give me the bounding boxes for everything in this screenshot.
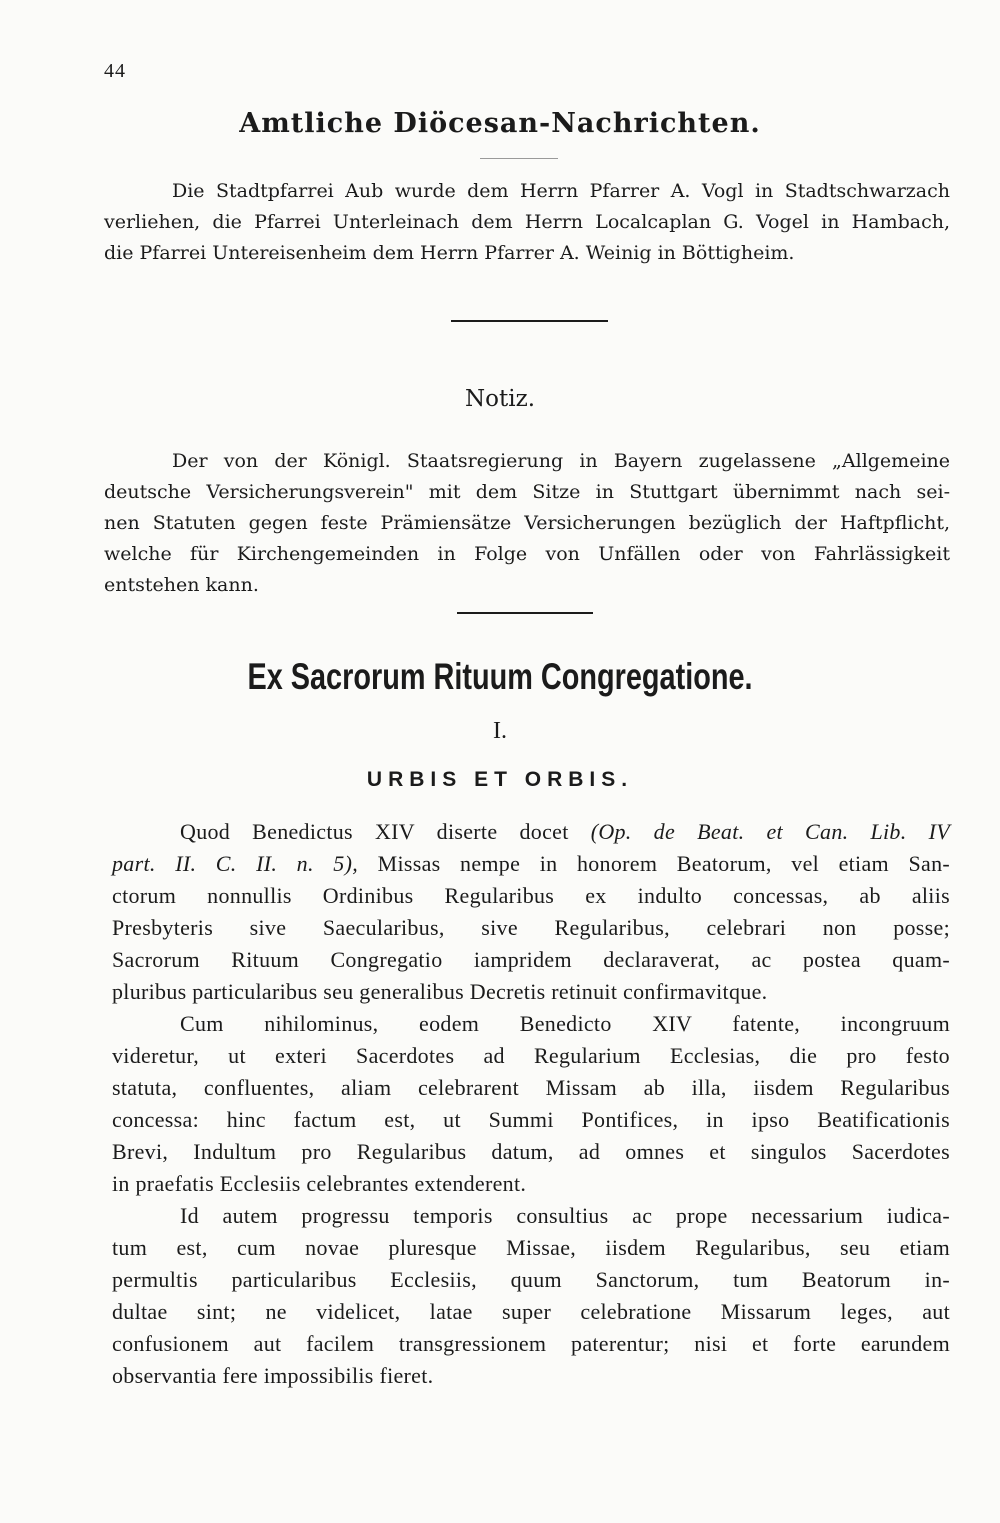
text-line: concessa: hinc factum est, ut Summi Pontifices, in ipso Beatificationis	[112, 1107, 950, 1132]
decree-number: I.	[493, 718, 507, 744]
text-line: tum est, cum novae pluresque Missae, iisdem Regularibus, seu etiam	[112, 1235, 950, 1260]
section-divider	[457, 612, 593, 614]
latin-paragraph-3	[112, 1200, 950, 1392]
text-line: deutsche Versicherungsverein" mit dem Sitze in Stuttgart übernimmt nach sei-	[104, 481, 950, 503]
text-line: pluribus particularibus seu generalibus Decretis retinuit confirmavitque.	[112, 979, 768, 1004]
text-segment: Quod Benedictus XIV diserte docet	[180, 819, 591, 844]
text-line	[112, 848, 950, 880]
section-title-notiz: Notiz.	[465, 386, 535, 412]
section-divider	[451, 320, 608, 322]
text-line: nen Statuten gegen feste Prämiensätze Versicherungen bezüglich der Haftpflicht,	[104, 512, 950, 534]
page-number: 44	[104, 60, 126, 82]
text-line: Sacrorum Rituum Congregatio iampridem declaraverat, ac postea quam-	[112, 947, 950, 972]
decree-subtitle: URBIS ET ORBIS.	[366, 768, 634, 791]
text-segment: Missas nempe in honorem Beatorum, vel etiam San-	[358, 851, 950, 876]
text-line: verliehen, die Pfarrei Unterleinach dem Herrn Localcaplan G. Vogel in Hambach,	[104, 211, 950, 233]
latin-paragraph-2	[112, 1008, 950, 1200]
text-line: welche für Kirchengemeinden in Folge von Unfällen oder von Fahrlässigkeit	[104, 543, 950, 565]
citation-italic: part. II. C. II. n. 5),	[112, 851, 359, 876]
title-underline	[480, 158, 558, 159]
notiz-paragraph	[104, 446, 950, 601]
text-line: observantia fere impossibilis fieret.	[112, 1363, 434, 1388]
text-line: confusionem aut facilem transgressionem paterentur; nisi et forte earundem	[112, 1331, 950, 1356]
text-line: entstehen kann.	[104, 574, 259, 596]
text-line: die Pfarrei Untereisenheim dem Herrn Pfarrer A. Weinig in Böttigheim.	[104, 242, 795, 264]
text-line: Brevi, Indultum pro Regularibus datum, ad omnes et singulos Sacerdotes	[112, 1139, 950, 1164]
text-line: Presbyteris sive Saecularibus, sive Regularibus, celebrari non posse;	[112, 915, 950, 940]
citation-italic: (Op. de Beat. et Can. Lib. IV	[590, 819, 950, 844]
text-line: Cum nihilominus, eodem Benedicto XIV fatente, incongruum	[180, 1011, 950, 1036]
latin-paragraph-1	[112, 816, 950, 1008]
section-title-congregation: Ex Sacrorum Rituum Congregatione.	[247, 656, 753, 697]
text-line: permultis particularibus Ecclesiis, quum Sanctorum, tum Beatorum in-	[112, 1267, 950, 1292]
text-line: Der von der Königl. Staatsregierung in Bayern zugelassene „Allgemeine	[172, 450, 950, 472]
section-title-dioecesan-news: Amtliche Diöcesan-Nachrichten.	[239, 108, 761, 139]
text-line: in praefatis Ecclesiis celebrantes extenderent.	[112, 1171, 527, 1196]
text-line: Id autem progressu temporis consultius ac prope necessarium iudica-	[180, 1203, 950, 1228]
text-line: statuta, confluentes, aliam celebrarent Missam ab illa, iisdem Regularibus	[112, 1075, 950, 1100]
text-line	[112, 816, 950, 848]
text-line: ctorum nonnullis Ordinibus Regularibus ex indulto concessas, ab aliis	[112, 883, 950, 908]
text-line: videretur, ut exteri Sacerdotes ad Regularium Ecclesias, die pro festo	[112, 1043, 950, 1068]
text-line: dultae sint; ne videlicet, latae super celebratione Missarum leges, aut	[112, 1299, 950, 1324]
text-line: Die Stadtpfarrei Aub wurde dem Herrn Pfarrer A. Vogl in Stadtschwarzach	[172, 180, 950, 202]
appointments-paragraph	[104, 176, 950, 269]
